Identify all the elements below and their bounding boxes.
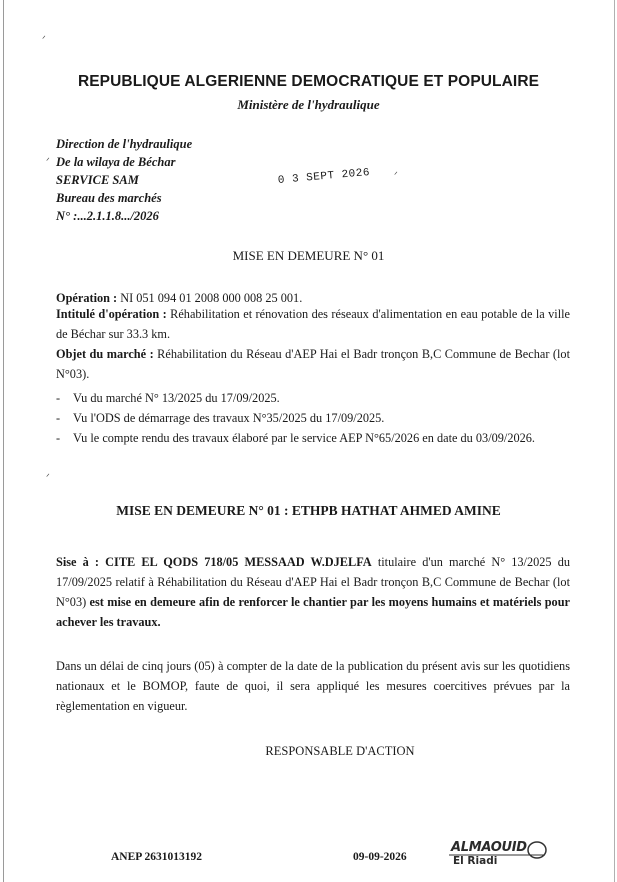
injunction-title: MISE EN DEMEURE N° 01 : ETHPB HATHAT AHMED AMINE	[116, 503, 501, 518]
bullet-dash: -	[56, 411, 61, 425]
considerations-list	[56, 388, 570, 448]
bullet-dash: -	[56, 391, 61, 405]
intitule-paragraph	[56, 304, 570, 344]
scan-mark: ᐟ	[46, 156, 50, 166]
injunction-paragraph	[56, 552, 570, 632]
intitule-label: Intitulé d'opération :	[56, 307, 167, 321]
issuer-line-direction: Direction de l'hydraulique	[56, 137, 193, 151]
objet-paragraph	[56, 344, 570, 384]
injunction-text: est mise en demeure afin de renforcer le chantier par les moyens humains et matériels pour achever les travaux.	[56, 595, 570, 629]
notice-title: MISE EN DEMEURE N° 01	[232, 248, 385, 263]
republic-heading: REPUBLIQUE ALGERIENNE DEMOCRATIQUE ET POPULAIRE	[77, 73, 540, 90]
objet-label: Objet du marché :	[56, 347, 154, 361]
newspaper-logo	[445, 838, 550, 872]
publication-date: 09-09-2026	[353, 851, 407, 863]
ministry-subheading: Ministère de l'hydraulique	[237, 97, 380, 112]
issuer-reference-number: N° :...2.1.1.8.../2026	[56, 209, 159, 223]
signature-title: RESPONSABLE D'ACTION	[265, 744, 415, 758]
issuer-line-wilaya: De la wilaya de Béchar	[56, 155, 176, 169]
bullet-dash: -	[56, 431, 61, 445]
issuer-line-bureau: Bureau des marchés	[56, 191, 162, 205]
scan-mark: ᐟ	[42, 34, 46, 44]
operation-value: NI 051 094 01 2008 000 008 25 001.	[117, 291, 303, 305]
sise-label: Sise à : CITE EL QODS 718/05 MESSAAD W.DJELFA	[56, 555, 372, 569]
list-item: - Vu l'ODS de démarrage des travaux N°35/2025 du 17/09/2025.	[56, 408, 570, 428]
list-item: - Vu du marché N° 13/2025 du 17/09/2025.	[56, 388, 570, 408]
logo-text-main: ALMAOUID	[451, 840, 527, 855]
operation-label: Opération :	[56, 291, 118, 305]
scan-mark: ᐟ	[46, 472, 50, 482]
anep-reference: ANEP 2631013192	[111, 851, 203, 863]
delay-paragraph: Dans un délai de cinq jours (05) à compter de la date de la publication du présent avis sur les quotidiens nationaux et le BOMOP, faute de quoi, il sera appliqué les mesures coercitives prévues par la règlementation en vigueur.	[56, 659, 570, 713]
date-stamp: 0 3 SEPT 2026	[277, 166, 371, 187]
logo-text-sub: El Riadi	[453, 855, 498, 867]
scan-mark: ᐟ	[394, 170, 398, 180]
objet-value: Réhabilitation du Réseau d'AEP Hai el Badr tronçon B,C Commune de Bechar (lot N°03).	[56, 347, 570, 381]
issuer-line-service: SERVICE SAM	[56, 173, 139, 187]
list-item: - Vu le compte rendu des travaux élaboré par le service AEP N°65/2026 en date du 03/09/2026.	[56, 428, 570, 448]
intitule-value: Réhabilitation et rénovation des réseaux d'alimentation en eau potable de la ville de Béchar sur 33.3 km.	[56, 307, 570, 341]
sise-text: titulaire d'un marché N° 13/2025 du 17/09/2025 relatif à Réhabilitation du Réseau d'AEP Hai el Badr tronçon B,C Commune de Bechar (lot N°03)	[56, 555, 571, 609]
